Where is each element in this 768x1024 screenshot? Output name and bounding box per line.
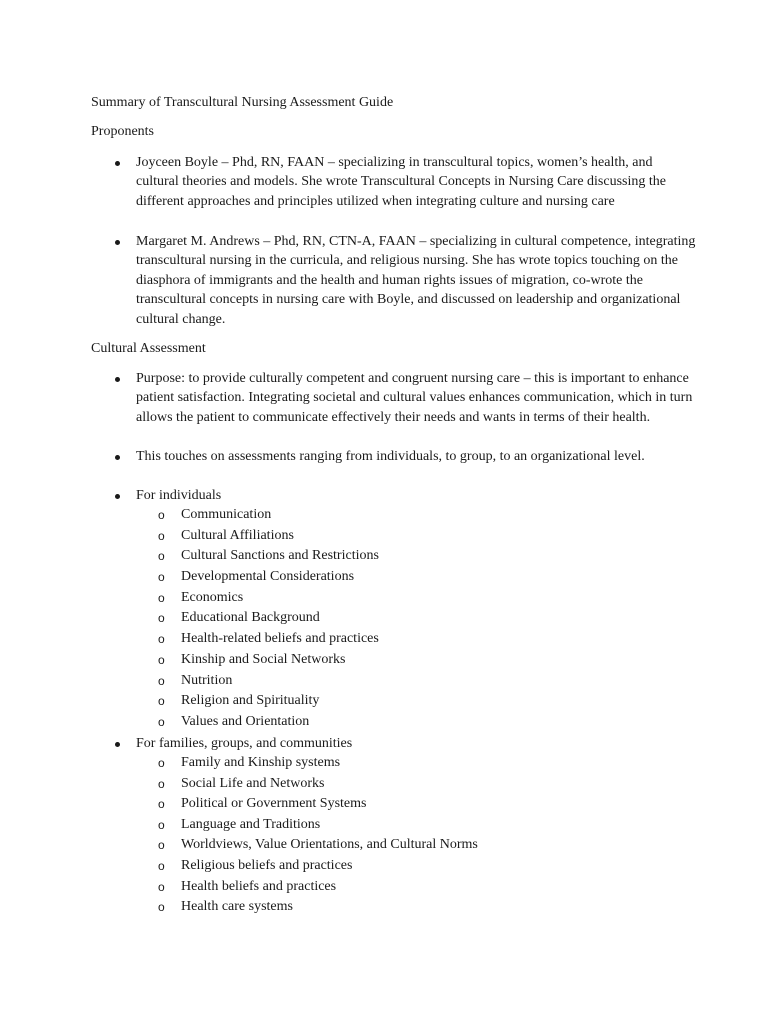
sub-bullet-marker: o [158,508,165,522]
list-item-label: Health care systems [181,899,293,915]
list-item-label: Nutrition [181,672,233,688]
sub-bullet-marker: o [158,756,165,770]
list-item-label: Kinship and Social Networks [181,651,346,667]
sub-bullet-marker: o [158,714,165,729]
list-item-label: Family and Kinship systems [181,755,341,770]
sub-bullet-marker: o [158,652,165,667]
list-item [158,526,379,547]
list-item [158,588,379,609]
sub-bullet-marker: o [158,879,165,894]
list-item [158,753,478,774]
sub-bullet-marker: o [158,776,165,791]
sub-bullet-marker: o [158,817,165,832]
list-item [158,815,478,836]
list-item [158,774,478,795]
proponent-andrews: Margaret M. Andrews – Phd, RN, CTN-A, FAAN – specializing in cultural competence, integrating transcultural nursing in the curricula, and religious nursing. She has wrote topics touching on the diasphora of immigrants and the health and human rights issues of migration, co-wrote the transcultural concepts in nursing care with Boyle, and discussed on leadership and organizational cultural change. [136,232,696,329]
list-item [158,794,478,815]
list-item-label: Religion and Spirituality [181,693,320,709]
list-item [158,897,478,918]
list-item [158,712,379,733]
list-item [158,629,379,650]
assessment-levels: This touches on assessments ranging from individuals, to group, to an organizational level. [136,447,696,466]
sub-bullet-marker: o [158,590,165,605]
list-item [158,567,379,588]
list-item [158,877,478,898]
families-heading: For families, groups, and communities [136,734,696,753]
family-items-list [158,753,478,918]
list-item [158,650,379,671]
list-item-label: Cultural Affiliations [181,527,294,543]
list-item-label: Cultural Sanctions and Restrictions [181,548,379,564]
sub-bullet-marker: o [158,858,165,873]
list-item-label: Communication [181,507,272,522]
list-item-label: Economics [181,589,244,605]
list-item-label: Political or Government Systems [181,796,367,812]
list-item-label: Values and Orientation [181,713,310,729]
list-item-label: Language and Traditions [181,816,321,832]
list-item-label: Religious beliefs and practices [181,857,353,873]
list-item [158,671,379,692]
list-item-label: Social Life and Networks [181,775,325,791]
proponents-heading: Proponents [91,124,154,139]
sub-bullet-marker: o [158,528,165,543]
document-title: Summary of Transcultural Nursing Assessment Guide [91,95,394,110]
individuals-heading: For individuals [136,486,696,505]
list-item-label: Worldviews, Value Orientations, and Cultural Norms [181,837,478,853]
sub-bullet-marker: o [158,838,165,853]
list-item-label: Developmental Considerations [181,569,355,585]
proponent-boyle: Joyceen Boyle – Phd, RN, FAAN – specializing in transcultural topics, women’s health, and cultural theories and models. She wrote Transcultural Concepts in Nursing Care discussing the different approaches and principles utilized when integrating culture and nursing care [136,153,696,211]
sub-bullet-marker: o [158,570,165,585]
sub-bullet-marker: o [158,549,165,564]
list-item [158,608,379,629]
individual-items-list [158,505,379,733]
sub-bullet-marker: o [158,797,165,812]
sub-bullet-marker: o [158,694,165,709]
sub-bullet-marker: o [158,673,165,688]
list-item [158,835,478,856]
sub-bullet-marker: o [158,900,165,915]
list-item-label: Educational Background [181,610,320,626]
list-item [158,691,379,712]
list-item [158,505,379,526]
list-item-label: Health beliefs and practices [181,878,337,894]
sub-bullet-marker: o [158,611,165,626]
cultural-assessment-heading: Cultural Assessment [91,341,206,356]
list-item [158,546,379,567]
assessment-purpose: Purpose: to provide culturally competent and congruent nursing care – this is important to enhance patient satisfaction. Integrating societal and cultural values enhances communication, which in turn allows the patient to communicate effectively their needs and wants in terms of their health. [136,369,696,427]
list-item [158,856,478,877]
sub-bullet-marker: o [158,632,165,647]
list-item-label: Health-related beliefs and practices [181,631,379,647]
